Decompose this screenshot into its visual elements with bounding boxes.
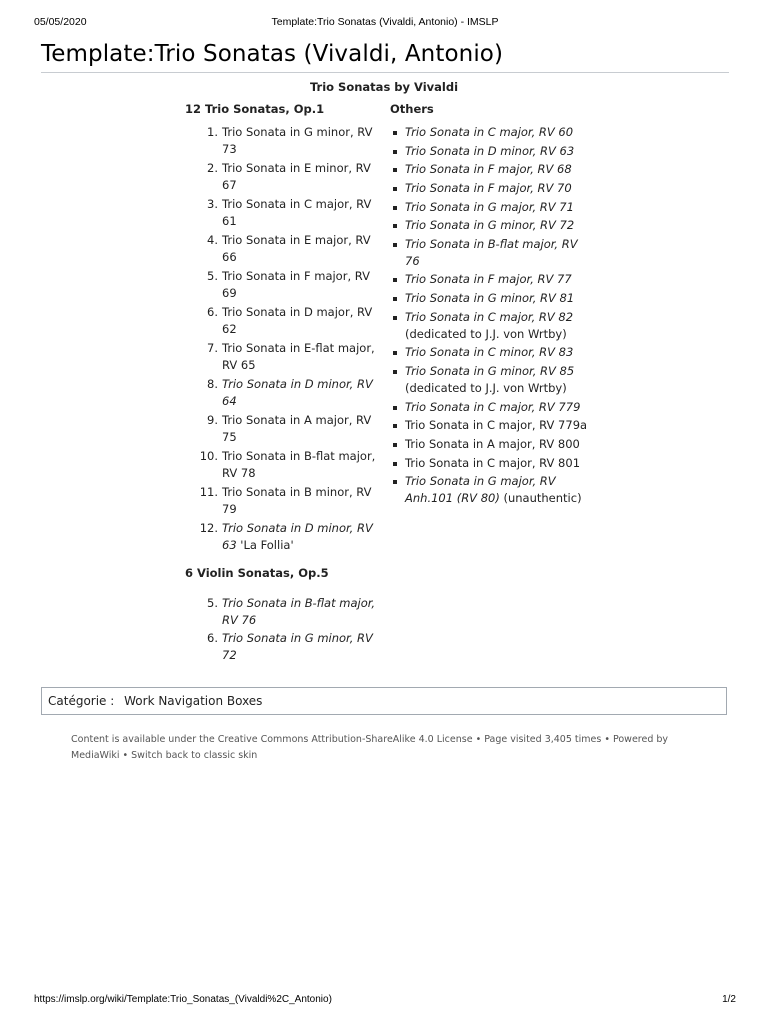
work-link[interactable]: Trio Sonata in E minor, RV 67 bbox=[222, 161, 371, 192]
list-item bbox=[405, 417, 595, 434]
work-link[interactable]: Trio Sonata in D minor, RV 64 bbox=[222, 377, 373, 408]
work-link[interactable]: Trio Sonata in C major, RV 779a bbox=[405, 418, 588, 433]
print-footer bbox=[34, 994, 736, 1008]
list-item-number: 3. bbox=[207, 197, 218, 211]
op1-list bbox=[199, 124, 378, 556]
work-link[interactable]: Trio Sonata in B-flat major, RV 76 bbox=[222, 596, 376, 627]
work-link[interactable]: Trio Sonata in F major, RV 68 bbox=[405, 162, 572, 177]
list-item bbox=[199, 484, 378, 518]
work-link[interactable]: Trio Sonata in B-flat major, RV 76 bbox=[405, 236, 578, 268]
list-item-number: 6. bbox=[207, 305, 218, 319]
bullet-icon bbox=[393, 278, 397, 282]
work-note: 'La Follia' bbox=[236, 538, 294, 552]
work-link[interactable]: Trio Sonata in G major, RV Anh.101 (RV 80) bbox=[405, 474, 556, 506]
work-link[interactable]: Trio Sonata in C major, RV 801 bbox=[405, 455, 581, 470]
list-item bbox=[207, 268, 378, 302]
footer-powered-by[interactable]: Powered by MediaWiki bbox=[71, 734, 669, 761]
bullet-icon bbox=[393, 224, 397, 228]
list-item bbox=[207, 595, 382, 629]
bullet-icon bbox=[393, 370, 397, 374]
bullet-icon bbox=[393, 480, 397, 484]
bullet-icon bbox=[393, 187, 397, 191]
list-item bbox=[207, 160, 378, 194]
work-link[interactable]: Trio Sonata in C major, RV 61 bbox=[222, 197, 372, 228]
list-item bbox=[405, 344, 595, 361]
list-item bbox=[405, 199, 595, 216]
list-item-number: 9. bbox=[207, 413, 218, 427]
list-item bbox=[207, 124, 378, 158]
work-note: (unauthentic) bbox=[499, 491, 582, 506]
work-link[interactable]: Trio Sonata in D major, RV 62 bbox=[222, 305, 373, 336]
page-footer: Content is available under the Creative Commons Attribution-ShareAlike 4.0 License • Page visited 3,405 times • Powered by MediaWiki • Switch back to classic skin bbox=[71, 734, 669, 761]
work-link[interactable]: Trio Sonata in B-flat major, RV 78 bbox=[222, 449, 376, 480]
work-link[interactable]: Trio Sonata in G minor, RV 72 bbox=[405, 218, 575, 233]
work-note: (dedicated to J.J. von Wrtby) bbox=[405, 381, 567, 396]
bullet-icon bbox=[393, 168, 397, 172]
list-item bbox=[405, 363, 595, 397]
bullet-icon bbox=[393, 351, 397, 355]
list-item bbox=[405, 271, 595, 288]
bullet-icon bbox=[393, 424, 397, 428]
category-label: Catégorie : bbox=[48, 694, 115, 708]
list-item-number: 7. bbox=[207, 341, 218, 355]
bullet-icon bbox=[393, 150, 397, 154]
list-item-number: 11. bbox=[199, 485, 218, 499]
bullet-icon bbox=[393, 443, 397, 447]
op5-list bbox=[207, 595, 382, 665]
list-item bbox=[207, 232, 378, 266]
work-link[interactable]: Trio Sonata in G minor, RV 85 bbox=[405, 364, 575, 379]
title-divider bbox=[41, 72, 729, 73]
print-header bbox=[34, 16, 736, 30]
list-item bbox=[199, 448, 378, 482]
work-link[interactable]: Trio Sonata in D minor, RV 63 bbox=[405, 143, 575, 158]
work-link[interactable]: Trio Sonata in C major, RV 779 bbox=[405, 399, 581, 414]
list-item bbox=[405, 436, 595, 453]
list-item bbox=[207, 412, 378, 446]
print-title: Template:Trio Sonatas (Vivaldi, Antonio) - IMSLP bbox=[271, 16, 499, 28]
list-item bbox=[405, 290, 595, 307]
list-item bbox=[405, 473, 595, 507]
list-item-number: 6. bbox=[207, 631, 218, 645]
work-link[interactable]: Trio Sonata in F major, RV 69 bbox=[222, 269, 370, 300]
list-item-number: 8. bbox=[207, 377, 218, 391]
list-item bbox=[405, 143, 595, 160]
bullet-icon bbox=[393, 462, 397, 466]
work-link[interactable]: Trio Sonata in B minor, RV 79 bbox=[222, 485, 372, 516]
work-link[interactable]: Trio Sonata in C major, RV 82 bbox=[405, 309, 574, 324]
list-item-number: 5. bbox=[207, 269, 218, 283]
list-item bbox=[207, 630, 382, 664]
list-item bbox=[405, 236, 595, 270]
work-note: (dedicated to J.J. von Wrtby) bbox=[405, 326, 567, 341]
work-link[interactable]: Trio Sonata in E major, RV 66 bbox=[222, 233, 371, 264]
list-item bbox=[207, 340, 378, 374]
work-link[interactable]: Trio Sonata in E-flat major, RV 65 bbox=[222, 341, 375, 372]
print-page-number: 1/2 bbox=[722, 994, 736, 1005]
work-link[interactable]: Trio Sonata in F major, RV 77 bbox=[405, 272, 572, 287]
footer-license[interactable]: Content is available under the Creative Commons Attribution-ShareAlike 4.0 License bbox=[71, 734, 473, 745]
list-item-number: 5. bbox=[207, 596, 218, 610]
list-item bbox=[207, 304, 378, 338]
list-item bbox=[405, 161, 595, 178]
navbox-title: Trio Sonatas by Vivaldi bbox=[309, 80, 459, 94]
group-heading-op1: 12 Trio Sonatas, Op.1 bbox=[185, 102, 325, 116]
list-item-number: 10. bbox=[199, 449, 218, 463]
bullet-icon bbox=[393, 206, 397, 210]
list-item bbox=[405, 455, 595, 472]
work-link[interactable]: Trio Sonata in C minor, RV 83 bbox=[405, 345, 574, 360]
print-url: https://imslp.org/wiki/Template:Trio_Sonatas_(Vivaldi%2C_Antonio) bbox=[34, 994, 332, 1005]
work-link[interactable]: Trio Sonata in F major, RV 70 bbox=[405, 180, 572, 195]
bullet-icon bbox=[393, 406, 397, 410]
list-item bbox=[207, 196, 378, 230]
list-item bbox=[405, 180, 595, 197]
list-item bbox=[207, 376, 378, 410]
work-link[interactable]: Trio Sonata in A major, RV 800 bbox=[405, 436, 580, 451]
footer-visits: Page visited 3,405 times bbox=[484, 734, 602, 745]
work-link[interactable]: Trio Sonata in G minor, RV 81 bbox=[405, 291, 575, 306]
work-link[interactable]: Trio Sonata in G major, RV 71 bbox=[405, 199, 574, 214]
list-item-number: 4. bbox=[207, 233, 218, 247]
page-title: Template:Trio Sonatas (Vivaldi, Antonio) bbox=[41, 41, 504, 67]
bullet-icon bbox=[393, 297, 397, 301]
group-heading-others: Others bbox=[390, 102, 434, 116]
bullet-icon bbox=[393, 316, 397, 320]
list-item-number: 1. bbox=[207, 125, 218, 139]
list-item bbox=[405, 217, 595, 234]
others-list bbox=[405, 124, 595, 509]
work-link[interactable]: Trio Sonata in A major, RV 75 bbox=[222, 413, 372, 444]
work-link[interactable]: Trio Sonata in G minor, RV 73 bbox=[222, 125, 373, 156]
list-item-number: 12. bbox=[199, 521, 218, 535]
print-date: 05/05/2020 bbox=[34, 16, 87, 28]
category-link-work-navigation-boxes[interactable]: Work Navigation Boxes bbox=[124, 694, 263, 708]
list-item bbox=[199, 520, 378, 554]
list-item bbox=[405, 124, 595, 141]
category-links bbox=[41, 687, 727, 715]
bullet-icon bbox=[393, 131, 397, 135]
work-link[interactable]: Trio Sonata in C major, RV 60 bbox=[405, 125, 574, 139]
work-link[interactable]: Trio Sonata in D minor, RV 63 bbox=[222, 521, 373, 552]
group-heading-op5: 6 Violin Sonatas, Op.5 bbox=[185, 566, 329, 580]
list-item bbox=[405, 399, 595, 416]
list-item bbox=[405, 309, 595, 343]
work-link[interactable]: Trio Sonata in G minor, RV 72 bbox=[222, 631, 373, 662]
bullet-icon bbox=[393, 243, 397, 247]
list-item-number: 2. bbox=[207, 161, 218, 175]
switch-skin-link[interactable]: Switch back to classic skin bbox=[131, 750, 258, 761]
